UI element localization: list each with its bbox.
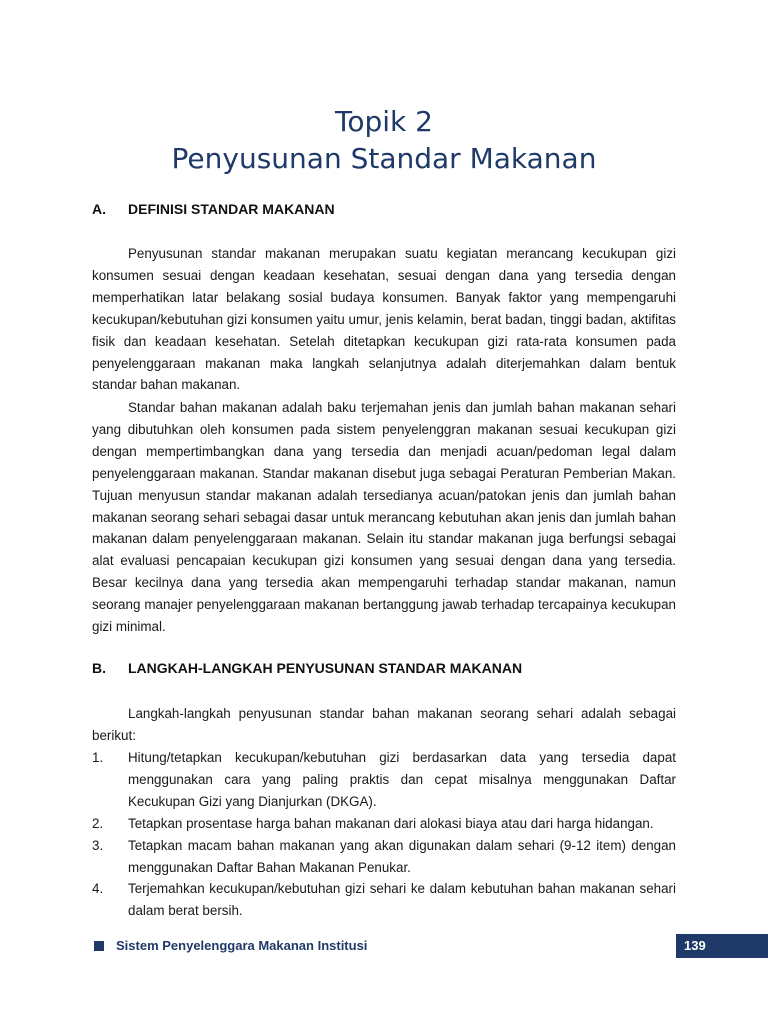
list-item-text: Tetapkan macam bahan makanan yang akan digunakan dalam sehari (9-12 item) dengan menggunakan Daftar Bahan Makanan Penukar. <box>128 837 676 875</box>
list-item <box>92 878 676 922</box>
section-a-paragraph-1: Penyusunan standar makanan merupakan suatu kegiatan merancang kecukupan gizi konsumen sesuai dengan keadaan kesehatan, sesuai dengan dana yang tersedia dengan memperhatikan latar belakang sosial budaya konsumen. Banyak faktor yang mempengaruhi kecukupan/kebutuhan gizi konsumen yaitu umur, jenis kelamin, berat badan, tinggi badan, aktifitas fisik dan keadaan kesehatan. Setelah ditetapkan kecukupan gizi rata-rata konsumen pada penyelenggaraan makanan maka langkah selanjutnya adalah diterjemahkan dalam bentuk standar bahan makanan. <box>92 246 676 393</box>
list-item-number: 1. <box>92 750 104 765</box>
list-item-number: 4. <box>92 881 104 897</box>
section-a-heading <box>92 201 335 217</box>
page-subtitle: Penyusunan Standar Makanan <box>171 142 597 175</box>
page-number: 139 <box>684 938 706 953</box>
steps-list <box>92 747 676 922</box>
section-b-heading <box>92 660 522 676</box>
page-title: Topik 2 <box>335 105 433 138</box>
section-b-title: LANGKAH-LANGKAH PENYUSUNAN STANDAR MAKANAN <box>128 660 523 676</box>
section-a-paragraph-2: Standar bahan makanan adalah baku terjemahan jenis dan jumlah bahan makanan sehari yang dibutuhkan oleh konsumen pada sistem penyelenggran makanan sesuai kecukupan gizi dengan mempertimbangkan dana yang tersedia dan menjadi acuan/pedoman legal dalam penyelenggaraan makanan. Standar makanan disebut juga sebagai Peraturan Pemberian Makan. Tujuan menyusun standar makanan adalah tersedianya acuan/patokan jenis dan jumlah bahan makanan seorang sehari sebagai dasar untuk merancang kebutuhan akan jenis dan jumlah bahan makanan dalam penyelenggaraan makanan. Selain itu standar makanan juga berfungsi sebagai alat evaluasi pencapaian kecukupan gizi konsumen yang sesuai dengan dana yang tersedia. Besar kecilnya dana yang tersedia akan mempengaruhi terhadap standar makanan, namun seorang manajer penyelenggaraan makanan bertanggung jawab terhadap tercapainya kecukupan gizi minimal. <box>92 400 676 635</box>
footer-title: Sistem Penyelenggara Makanan Institusi <box>116 938 368 953</box>
list-item <box>92 835 676 879</box>
section-a-number: A. <box>92 201 106 217</box>
section-a-title: DEFINISI STANDAR MAKANAN <box>128 201 335 217</box>
section-b-number: B. <box>92 660 106 676</box>
list-item-number: 2. <box>92 815 104 831</box>
list-item-number: 3. <box>92 837 104 853</box>
list-item-text: Terjemahkan kecukupan/kebutuhan gizi sehari ke dalam kebutuhan bahan makanan sehari dalam berat bersih. <box>128 881 676 919</box>
list-item-text: Tetapkan prosentase harga bahan makanan dari alokasi biaya atau dari harga hidangan. <box>128 815 654 831</box>
list-item-text: Hitung/tetapkan kecukupan/kebutuhan gizi berdasarkan data yang tersedia dapat menggunakan cara yang paling praktis dan cepat misalnya menggunakan Daftar Kecukupan Gizi yang Dianjurkan (DKGA). <box>128 750 676 809</box>
footer-square-icon <box>94 941 104 951</box>
list-item <box>92 747 676 813</box>
section-b-intro: Langkah-langkah penyusunan standar bahan makanan seorang sehari adalah sebagai berikut: <box>92 706 676 743</box>
list-item <box>92 813 676 835</box>
